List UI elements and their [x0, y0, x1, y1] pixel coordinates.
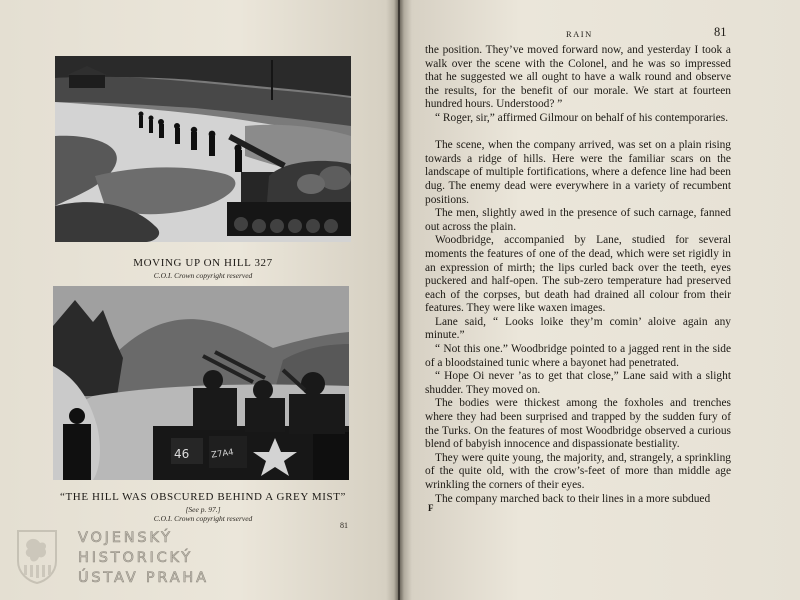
watermark-line-2: HISTORICKÝ [78, 550, 193, 566]
paragraph: Woodbridge, accompanied by Lane, studied for several moments the features of one of the dead, which were set rigidly in an expression of mirth; the lips curled back over the teeth, eyes puckered and half-open. The sub-zero temperature had preserved each of the corpses, but death had drained all colour from their features. They were like waxen images. [425, 234, 731, 315]
paragraph: the position. They’ve moved forward now, and yesterday I took a walk over the scene with the Colonel, and he was so impressed that he suggested we all ought to have a walk round and observe the results, for the benefit of our morale. We start at fourteen hundred hours. Understood? ” [425, 44, 731, 111]
paragraph: “ Not this one.” Woodbridge pointed to a jagged rent in the side of a bloodstained tunic where a bayonet had penetrated. [425, 343, 731, 369]
running-head: RAIN [566, 29, 593, 39]
photo1-credit: C.O.I. Crown copyright reserved [153, 271, 253, 280]
photo2-see-page-note: [See p. 97.] [185, 505, 221, 514]
photo-moving-up-hill [55, 56, 351, 242]
paragraph: Lane said, “ Looks loike they’m comin’ aloive again any minute.” [425, 315, 731, 342]
watermark-line-1: VOJENSKÝ [78, 530, 173, 546]
paragraph: “ Roger, sir,” affirmed Gilmour on behalf of his contemporaries. [435, 111, 729, 124]
paragraph: “ Hope Oi never ’as to get that close,” Lane said with a slight shudder. They moved on. [425, 370, 731, 396]
paragraph: They were quite young, the majority, and, strangely, a sprinkling of the quite old, with the crow’s-feet of more than middle age wrinkling the corners of their eyes. [425, 451, 731, 491]
photo-tank-column-image [55, 56, 351, 242]
photo2-credit: C.O.I. Crown copyright reserved [153, 514, 253, 523]
photo2-caption: “THE HILL WAS OBSCURED BEHIND A GREY MIST” [59, 491, 347, 503]
paragraph: The scene, when the company arrived, was set on a plain rising towards a ridge of hills. Here were the familiar scars on the landscape of multiple fortifications, where a defence line had been dug. The enemy dead were everywhere in a variety of recumbent positions. [425, 139, 731, 206]
book-gutter [394, 0, 404, 600]
archive-watermark-text [78, 528, 209, 588]
vehicle-number-46: 46 [174, 447, 190, 461]
photo-soldiers-truck-image [53, 286, 349, 480]
vehicle-plate: Z7A4 [210, 447, 235, 461]
signature-mark: F [428, 503, 434, 513]
right-page-number: 81 [714, 25, 727, 39]
watermark-line-3: ÚSTAV PRAHA [78, 570, 209, 586]
paragraph: The bodies were thickest among the foxholes and trenches where they had been surprised and trapped by the sudden fury of the Turks. On the features of most Woodbridge observed a curious blend of babyish innocence and dispassionate bestiality. [425, 397, 731, 451]
body-text [425, 44, 731, 506]
left-page-number: 81 [340, 521, 348, 530]
paragraph: The men, slightly awed in the presence of such carnage, fanned out across the plain. [425, 207, 731, 233]
paragraph: The company marched back to their lines in a more subdued [435, 492, 711, 505]
archive-crest-watermark [14, 527, 60, 585]
photo1-caption: MOVING UP ON HILL 327 [133, 257, 273, 269]
photo-hill-grey-mist [53, 286, 349, 480]
